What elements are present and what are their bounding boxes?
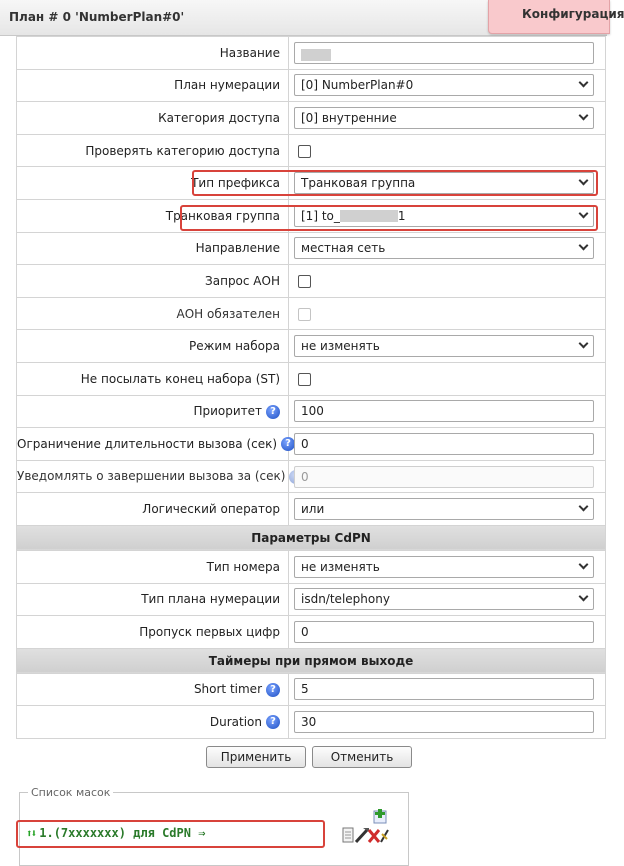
copy-mask-icon[interactable] [343,828,353,842]
help-icon[interactable]: ? [266,715,280,729]
chevron-down-icon [579,502,589,512]
numbering-plan-type-select[interactable] [294,588,594,610]
apply-button[interactable]: Применить [206,746,306,768]
highlight-prefix-type [192,170,598,196]
number-plan-form [16,36,606,739]
skip-digits-label: Пропуск первых цифр [17,616,289,649]
help-icon[interactable]: ? [281,437,295,451]
trunk-group-label: Транковая группа [17,199,289,232]
row-skip-digits [17,616,606,649]
chevron-down-icon [579,78,589,88]
tab-configuration-label: Конфигурация [522,7,624,21]
numbering-plan-label: План нумерации [17,69,289,102]
duration-label: Duration [209,714,262,729]
mask-item[interactable] [26,826,205,840]
chevron-down-icon [579,559,589,569]
numbering-plan-select[interactable] [294,74,594,96]
section-timers [17,648,606,673]
row-aon-required [17,297,606,330]
number-type-label: Тип номера [17,550,289,583]
section-cdpn [17,525,606,550]
check-access-category-checkbox[interactable] [298,145,311,158]
direction-value: местная сеть [301,241,386,256]
tab-configuration[interactable] [488,0,624,34]
direction-label: Направление [17,232,289,265]
number-type-value: не изменять [301,559,380,574]
trunk-group-value: [1] to_ [301,208,340,223]
masked-value [301,49,331,61]
logic-operator-value: или [301,502,325,517]
access-category-value: [0] внутренние [301,110,397,125]
check-access-category-label: Проверять категорию доступа [17,134,289,167]
skip-digits-input[interactable]: 0 [294,621,594,643]
section-timers-title: Таймеры при прямом выходе [17,648,606,673]
call-end-notify-label: Уведомлять о завершении вызова за (сек) [17,469,286,484]
row-logic-operator [17,493,606,526]
numbering-plan-type-label: Тип плана нумерации [17,583,289,616]
tools-icon[interactable] [356,828,369,842]
edit-mask-icon[interactable] [381,830,388,842]
short-timer-label: Short timer [193,682,262,697]
chevron-down-icon [579,339,589,349]
window-title: План # 0 'NumberPlan#0' [9,10,185,24]
help-icon[interactable]: ? [266,683,280,697]
row-name [17,37,606,70]
cancel-button[interactable]: Отменить [312,746,412,768]
delete-mask-icon[interactable] [369,830,379,842]
call-duration-limit-input[interactable]: 0 [294,433,594,455]
row-dial-mode [17,330,606,363]
masks-legend: Список масок [31,786,111,799]
add-mask-icon[interactable] [374,809,386,823]
no-end-of-dial-checkbox[interactable] [298,373,311,386]
access-category-select[interactable] [294,107,594,129]
short-timer-input[interactable]: 5 [294,678,594,700]
call-end-notify-input: 0 [294,466,594,488]
priority-label: Приоритет [193,404,262,419]
row-priority [17,395,606,428]
row-short-timer [17,673,606,706]
row-numbering-plan-type [17,583,606,616]
priority-input[interactable]: 100 [294,400,594,422]
numbering-plan-value: [0] NumberPlan#0 [301,78,414,93]
row-check-access-category [17,134,606,167]
logic-operator-label: Логический оператор [17,493,289,526]
prefix-type-value: Транковая группа [301,176,416,191]
access-category-label: Категория доступа [17,102,289,135]
logic-operator-select[interactable] [294,498,594,520]
window-titlebar [0,0,624,36]
prefix-type-label: Тип префикса [17,167,289,200]
row-call-end-notify [17,460,606,493]
row-direction [17,232,606,265]
aon-request-label: Запрос АОН [17,265,289,298]
move-arrows-icon[interactable]: ⬆⬇ [26,827,36,840]
row-numbering-plan [17,69,606,102]
chevron-down-icon [579,111,589,121]
dial-mode-label: Режим набора [17,330,289,363]
row-duration [17,706,606,739]
no-end-of-dial-label: Не посылать конец набора (ST) [17,362,289,395]
dial-mode-value: не изменять [301,339,380,354]
direction-select[interactable] [294,237,594,259]
aon-required-label: АОН обязателен [17,297,289,330]
section-cdpn-title: Параметры CdPN [17,525,606,550]
trunk-group-value-suffix: 1 [397,208,406,223]
aon-request-checkbox[interactable] [298,275,311,288]
row-access-category [17,102,606,135]
name-input[interactable] [294,42,594,64]
mask-tools [341,808,391,846]
chevron-down-icon [579,592,589,602]
numbering-plan-type-value: isdn/telephony [301,592,390,607]
call-duration-limit-label: Ограничение длительности вызова (сек) [17,436,278,451]
help-icon[interactable]: ? [266,405,280,419]
aon-required-checkbox [298,308,311,321]
duration-input[interactable]: 30 [294,711,594,733]
row-no-end-of-dial [17,362,606,395]
name-label: Название [17,37,289,70]
row-call-duration-limit [17,428,606,461]
highlight-trunk-group [180,205,598,231]
number-type-select[interactable] [294,556,594,578]
row-aon-request [17,265,606,298]
mask-item-label: 1.(7xxxxxxx) для CdPN ⇒ [39,826,206,840]
row-number-type [17,550,606,583]
dial-mode-select[interactable] [294,335,594,357]
chevron-down-icon [579,241,589,251]
